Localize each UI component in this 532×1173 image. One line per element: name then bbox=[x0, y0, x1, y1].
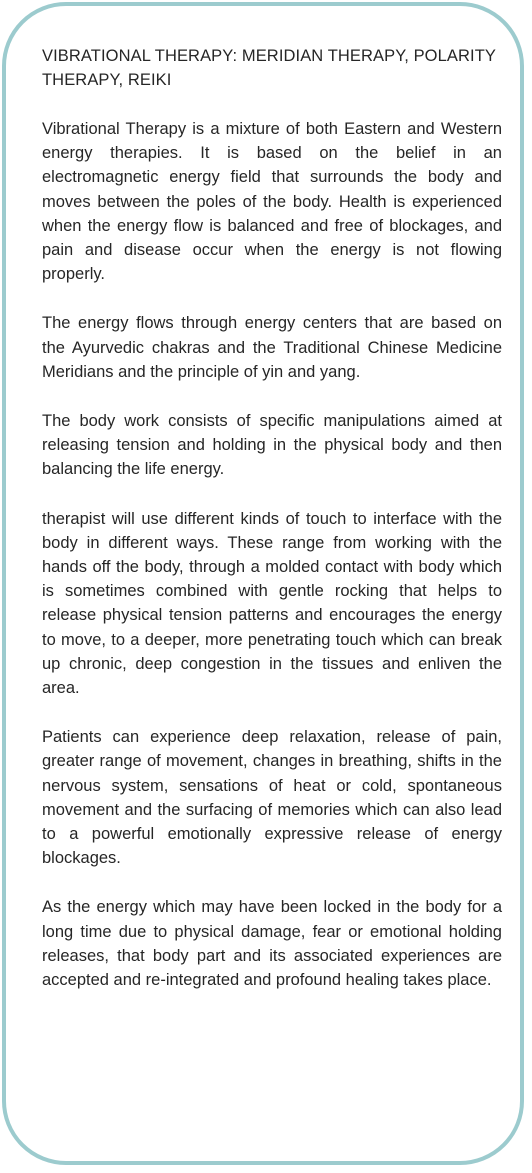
paragraph-body-work: The body work consists of specific manipulations aimed at releasing tension and holding in the physical body and then balancing the life energy. bbox=[42, 412, 502, 479]
paragraph-energy-centers: The energy flows through energy centers that are based on the Ayurvedic chakras and the Traditional Chinese Medicine Meridians and the principle of yin and yang. bbox=[42, 314, 502, 381]
article bbox=[42, 44, 502, 1017]
paragraph-healing: As the energy which may have been locked in the body for a long time due to physical damage, fear or emotional holding releases, that body part and its associated experiences are accepted and re-integrated and profound healing takes place. bbox=[42, 898, 502, 990]
paragraph-touch: therapist will use different kinds of touch to interface with the body in different ways. These range from working with the hands off the body, through a molded contact with body which is sometimes combined with gentle rocking that helps to release physical tension patterns and encourages the energy to move, to a deeper, more penetrating touch which can break up chronic, deep congestion in the tissues and enliven the area. bbox=[42, 509, 502, 698]
paragraph-intro: Vibrational Therapy is a mixture of both Eastern and Western energy therapies. It is based on the belief in an electromagnetic energy field that surrounds the body and moves between the poles of the body. Health is experienced when the energy flow is balanced and free of blockages, and pain and disease occur when the energy is not flowing properly. bbox=[42, 120, 502, 284]
paragraph-patient-experience: Patients can experience deep relaxation, release of pain, greater range of movement, changes in breathing, shifts in the nervous system, sensations of heat or cold, spontaneous movement and the surfacing of memories which can also lead to a powerful emotionally expressive release of energy blockages. bbox=[42, 728, 502, 868]
article-title: VIBRATIONAL THERAPY: MERIDIAN THERAPY, POLARITY THERAPY, REIKI bbox=[42, 47, 496, 89]
content-panel bbox=[2, 2, 524, 1165]
